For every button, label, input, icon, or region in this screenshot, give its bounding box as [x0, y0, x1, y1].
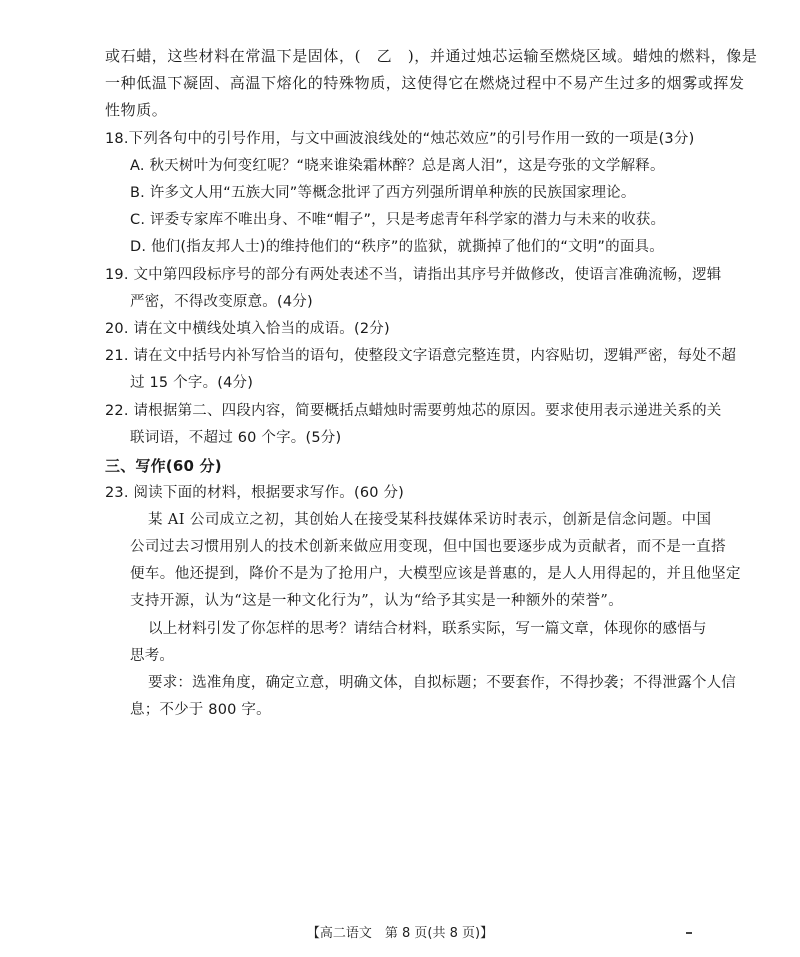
question-18-option-d: D. 他们(指友邦人士)的维持他们的“秩序”的监狱，就撕掉了他们的“文明”的面具。	[130, 239, 664, 255]
question-20-line-1: 20. 请在文中横线处填入恰当的成语。(2分)	[105, 321, 390, 337]
question-21-line-1: 21. 请在文中括号内补写恰当的语句，使整段文字语意完整连贯，内容贴切，逻辑严密，每处不超	[105, 348, 737, 364]
material-line-1: 某 AI 公司成立之初，其创始人在接受某科技媒体采访时表示，创新是信念问题。中国	[148, 512, 712, 528]
question-22-line-2: 联词语，不超过 60 个字。(5分)	[130, 430, 342, 446]
question-22-line-1: 22. 请根据第二、四段内容，简要概括点蜡烛时需要剪烛芯的原因。要求使用表示递进关系的关	[105, 403, 722, 419]
corner-mark	[686, 932, 692, 934]
passage-line-3: 性物质。	[105, 101, 168, 119]
question-18-option-a: A. 秋天树叶为何变红呢？“晓来谁染霜林醉？总是离人泪”，这是夸张的文学解释。	[130, 158, 665, 174]
material-line-4: 支持开源，认为“这是一种文化行为”，认为“给予其实是一种额外的荣誉”。	[130, 593, 624, 609]
question-23-stem: 23. 阅读下面的材料，根据要求写作。(60 分)	[105, 485, 405, 501]
question-18-option-b: B. 许多文人用“五族大同”等概念批评了西方列强所谓单种族的民族国家理论。	[130, 185, 636, 201]
material-line-2: 公司过去习惯用别人的技术创新来做应用变现，但中国也要逐步成为贡献者，而不是一直搭	[130, 539, 726, 555]
prompt-line-2: 思考。	[130, 648, 175, 664]
page-footer: 【高二语文 第 8 页(共 8 页)】	[306, 926, 494, 941]
question-19-line-2: 严密，不得改变原意。(4分)	[130, 294, 313, 310]
question-18-stem: 18.下列各句中的引号作用，与文中画波浪线处的“烛芯效应”的引号作用一致的一项是(3分)	[105, 131, 695, 147]
passage-line-2: 一种低温下凝固、高温下熔化的特殊物质，这使得它在燃烧过程中不易产生过多的烟雾或挥发	[105, 74, 745, 92]
question-18-option-c: C. 评委专家库不唯出身、不唯“帽子”，只是考虑青年科学家的潜力与未来的收获。	[130, 212, 666, 228]
requirements-line-2: 息；不少于 800 字。	[130, 702, 271, 718]
material-line-3: 便车。他还提到，降价不是为了抢用户，大模型应该是普惠的，是人人用得起的，并且他坚定	[130, 566, 741, 582]
prompt-line-1: 以上材料引发了你怎样的思考？请结合材料，联系实际，写一篇文章，体现你的感悟与	[148, 621, 707, 637]
question-21-line-2: 过 15 个字。(4分)	[130, 375, 254, 391]
section-3-heading: 三、写作(60 分)	[105, 457, 222, 475]
question-19-line-1: 19. 文中第四段标序号的部分有两处表述不当，请指出其序号并做修改，使语言准确流畅，逻辑	[105, 267, 722, 283]
requirements-line-1: 要求：选准角度，确定立意，明确文体，自拟标题；不要套作，不得抄袭；不得泄露个人信	[148, 675, 736, 691]
passage-line-1: 或石蜡，这些材料在常温下是固体，( 乙 )，并通过烛芯运输至燃烧区域。蜡烛的燃料，像是	[105, 47, 758, 65]
